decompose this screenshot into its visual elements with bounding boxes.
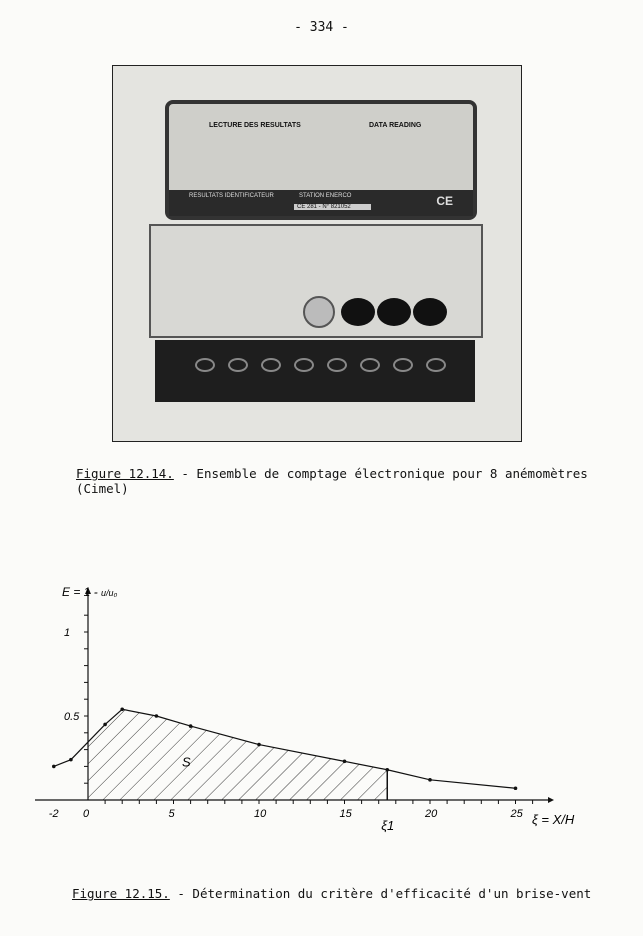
- device-panel: [165, 100, 477, 220]
- x-tick-label: 15: [339, 808, 352, 820]
- jack: [327, 358, 347, 372]
- chart: [0, 580, 643, 880]
- xi1-label: ξ1: [381, 818, 395, 833]
- data-point: [385, 768, 389, 772]
- jack: [360, 358, 380, 372]
- jack: [261, 358, 281, 372]
- knob: [303, 296, 335, 328]
- jack: [426, 358, 446, 372]
- caption-text: - Détermination du critère d'efficacité d'un brise-vent: [169, 886, 592, 901]
- logo: CE: [436, 194, 453, 208]
- panel-strip: [169, 190, 473, 216]
- data-point: [52, 765, 56, 769]
- panel-title-left: LECTURE DES RESULTATS: [209, 122, 301, 129]
- data-point: [428, 778, 432, 782]
- caption-label: Figure 12.14.: [76, 466, 174, 481]
- caption-text: - Ensemble de comptage électronique pour 8 anémomètres (Cimel): [76, 466, 588, 496]
- shaded-area-s: [88, 709, 387, 800]
- hole: [341, 298, 375, 326]
- data-point: [343, 760, 347, 764]
- jack: [195, 358, 215, 372]
- jack: [228, 358, 248, 372]
- figure-caption-12-15: [72, 886, 591, 901]
- data-point: [103, 723, 107, 727]
- data-point: [257, 743, 261, 747]
- x-tick-label: 10: [254, 808, 267, 820]
- strip-station: STATION ENERCO: [299, 193, 352, 199]
- page-number: - 334 -: [294, 20, 349, 35]
- y-tick-label: 1: [64, 627, 71, 639]
- x-tick-label: 0: [83, 808, 90, 820]
- figure-photo-counter-unit: [112, 65, 522, 442]
- data-point: [120, 707, 124, 711]
- panel-title-right: DATA READING: [369, 122, 422, 129]
- region-label-s: S: [182, 754, 191, 770]
- hole: [377, 298, 411, 326]
- data-point: [69, 758, 73, 762]
- data-point: [514, 786, 518, 790]
- strip-left: RESULTATS IDENTIFICATEUR: [189, 193, 274, 199]
- x-tick-label: 20: [425, 808, 438, 820]
- x-axis-label: ξ = X/H: [532, 812, 575, 827]
- figure-caption-12-14: [76, 466, 643, 496]
- x-tick-label: 25: [510, 808, 523, 820]
- serial: CE 281 - N° 821052: [294, 204, 371, 210]
- data-point: [155, 714, 159, 718]
- caption-label: Figure 12.15.: [72, 886, 170, 901]
- x-tick-label: -2: [48, 808, 59, 820]
- x-tick-label: 5: [168, 808, 175, 820]
- hole: [413, 298, 447, 326]
- device-base: [155, 340, 475, 402]
- y-axis-label: E = 1 - u/u₀: [62, 585, 118, 599]
- x-axis-arrow: [548, 797, 554, 803]
- jack: [393, 358, 413, 372]
- data-point: [189, 724, 193, 728]
- y-tick-label: 0.5: [64, 711, 80, 723]
- jack: [294, 358, 314, 372]
